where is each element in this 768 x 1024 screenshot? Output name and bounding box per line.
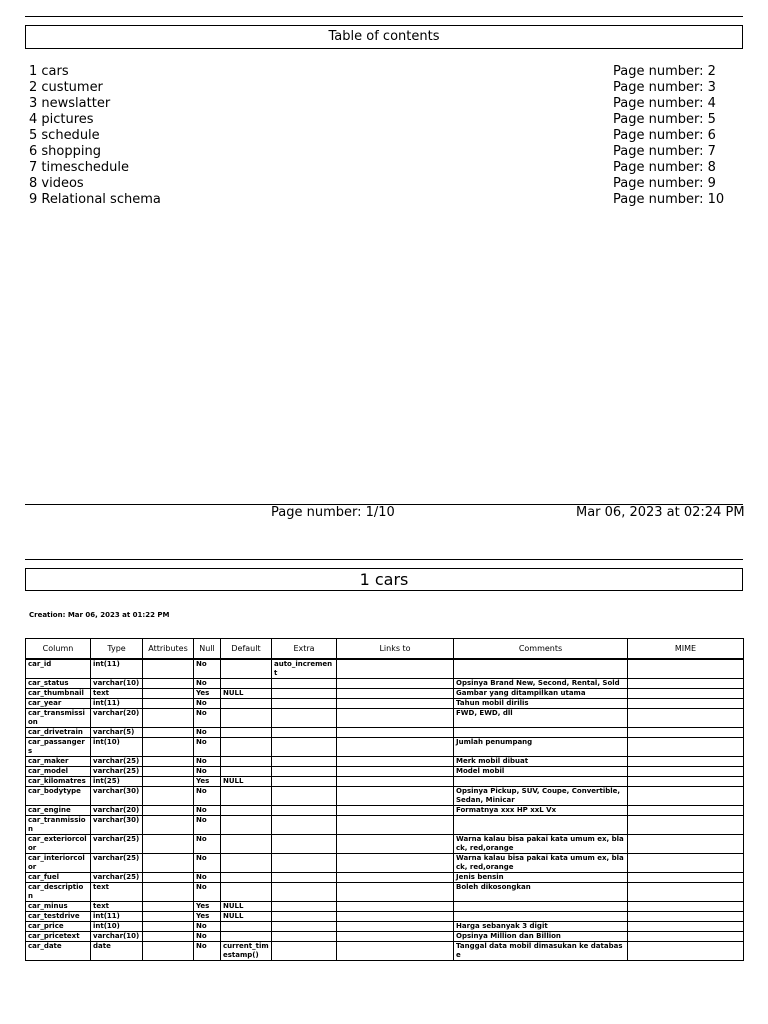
table-row	[26, 942, 744, 961]
table-cell	[337, 942, 454, 961]
table-cell	[628, 816, 744, 835]
table-cell	[143, 757, 194, 767]
table-cell: car_transmission	[26, 709, 91, 728]
table-cell	[628, 659, 744, 679]
table-cell: car_interiorcolor	[26, 854, 91, 873]
table-cell	[221, 738, 272, 757]
table-cell	[221, 767, 272, 777]
toc-item[interactable]	[29, 112, 729, 128]
toc-item[interactable]	[29, 144, 729, 160]
table-cell	[221, 699, 272, 709]
table-cell	[143, 767, 194, 777]
table-cell: Yes	[194, 912, 221, 922]
table-cell	[272, 883, 337, 902]
table-cell: auto_increment	[272, 659, 337, 679]
table-row	[26, 932, 744, 942]
table-cell	[272, 728, 337, 738]
table-cell: Merk mobil dibuat	[454, 757, 628, 767]
table-cell	[337, 757, 454, 767]
table-cell	[272, 806, 337, 816]
table-cell	[272, 689, 337, 699]
table-cell: Gambar yang ditampilkan utama	[454, 689, 628, 699]
table-cell	[337, 932, 454, 942]
table-cell: No	[194, 728, 221, 738]
table-cell	[337, 806, 454, 816]
table-cell: int(10)	[91, 922, 143, 932]
table-cell: No	[194, 835, 221, 854]
column-header: Column	[26, 639, 91, 660]
table-row	[26, 787, 744, 806]
table-cell	[628, 854, 744, 873]
toc-item[interactable]	[29, 176, 729, 192]
table-cell: car_kilomatres	[26, 777, 91, 787]
table-cell	[143, 942, 194, 961]
table-cell: varchar(20)	[91, 709, 143, 728]
table-cell: int(10)	[91, 738, 143, 757]
table-cell: int(25)	[91, 777, 143, 787]
table-cell	[143, 689, 194, 699]
table-cell: car_year	[26, 699, 91, 709]
table-cell: varchar(25)	[91, 873, 143, 883]
table-cell	[272, 942, 337, 961]
table-cell	[628, 689, 744, 699]
column-header: Type	[91, 639, 143, 660]
table-cell: No	[194, 679, 221, 689]
table-cell: car_pricetext	[26, 932, 91, 942]
table-cell: Model mobil	[454, 767, 628, 777]
table-cell: date	[91, 942, 143, 961]
table-row	[26, 816, 744, 835]
table-cell	[454, 728, 628, 738]
table-cell: No	[194, 922, 221, 932]
table-row	[26, 699, 744, 709]
table-cell: Harga sebanyak 3 digit	[454, 922, 628, 932]
table-cell	[143, 738, 194, 757]
table-cell	[143, 679, 194, 689]
table-cell	[628, 932, 744, 942]
table-cell: car_thumbnail	[26, 689, 91, 699]
table-cell	[221, 728, 272, 738]
table-cell	[337, 659, 454, 679]
table-row	[26, 902, 744, 912]
table-cell	[221, 787, 272, 806]
table-cell	[628, 699, 744, 709]
table-cell	[143, 728, 194, 738]
table-cell: text	[91, 883, 143, 902]
table-cell	[337, 854, 454, 873]
table-cell: text	[91, 689, 143, 699]
table-cell: NULL	[221, 912, 272, 922]
table-row	[26, 757, 744, 767]
page2-top-rule	[25, 559, 743, 560]
toc-item-page: Page number: 2	[613, 64, 716, 79]
table-row	[26, 679, 744, 689]
table-cell	[628, 835, 744, 854]
toc-item-page: Page number: 4	[613, 96, 716, 111]
table-row	[26, 922, 744, 932]
table-cell: No	[194, 806, 221, 816]
toc-item-name: 1 cars	[29, 64, 69, 79]
section-title: 1 cars	[25, 568, 743, 591]
table-cell: No	[194, 738, 221, 757]
table-cell	[628, 912, 744, 922]
table-cell	[221, 922, 272, 932]
table-cell	[143, 902, 194, 912]
table-cell: car_fuel	[26, 873, 91, 883]
column-header: Comments	[454, 639, 628, 660]
table-cell: No	[194, 932, 221, 942]
table-cell	[337, 883, 454, 902]
toc-item-page: Page number: 10	[613, 192, 725, 207]
toc-title: Table of contents	[25, 25, 743, 49]
table-cell: NULL	[221, 902, 272, 912]
table-cell: varchar(25)	[91, 835, 143, 854]
table-cell	[337, 912, 454, 922]
table-cell	[337, 835, 454, 854]
table-cell	[272, 932, 337, 942]
table-cell	[628, 806, 744, 816]
table-cell	[221, 757, 272, 767]
toc-item-page: Page number: 7	[613, 144, 716, 159]
table-cell: No	[194, 873, 221, 883]
column-header: MIME	[628, 639, 744, 660]
table-cell	[628, 902, 744, 912]
table-cell	[143, 659, 194, 679]
table-cell: No	[194, 757, 221, 767]
table-cell	[143, 709, 194, 728]
table-cell: varchar(10)	[91, 932, 143, 942]
table-row	[26, 883, 744, 902]
toc-item-name: 7 timeschedule	[29, 160, 130, 175]
table-cell	[221, 873, 272, 883]
table-cell: int(11)	[91, 912, 143, 922]
table-cell	[454, 777, 628, 787]
toc-item-name: 5 schedule	[29, 128, 100, 143]
table-row	[26, 806, 744, 816]
table-cell	[337, 728, 454, 738]
table-cell	[143, 922, 194, 932]
table-cell	[221, 816, 272, 835]
table-cell: No	[194, 942, 221, 961]
column-header: Extra	[272, 639, 337, 660]
table-cell	[272, 854, 337, 873]
table-cell	[628, 728, 744, 738]
toc-item-name: 3 newslatter	[29, 96, 111, 111]
table-cell: No	[194, 854, 221, 873]
table-cell: Jenis bensin	[454, 873, 628, 883]
footer-date: Mar 06, 2023 at 02:24 PM	[576, 505, 745, 520]
table-cell: Yes	[194, 902, 221, 912]
table-cell: varchar(25)	[91, 767, 143, 777]
table-cell	[143, 835, 194, 854]
table-cell: car_engine	[26, 806, 91, 816]
table-cell	[337, 777, 454, 787]
table-cell	[143, 854, 194, 873]
table-cell: varchar(30)	[91, 787, 143, 806]
table-cell	[143, 873, 194, 883]
column-header: Default	[221, 639, 272, 660]
table-cell	[143, 912, 194, 922]
table-cell: No	[194, 699, 221, 709]
table-cell	[272, 767, 337, 777]
toc-list	[29, 64, 729, 208]
table-cell: Formatnya xxx HP xxL Vx	[454, 806, 628, 816]
table-cell	[221, 883, 272, 902]
table-cell: No	[194, 659, 221, 679]
table-cell	[337, 902, 454, 912]
table-cell	[221, 659, 272, 679]
table-cell	[454, 902, 628, 912]
table-cell: int(11)	[91, 699, 143, 709]
table-cell: varchar(20)	[91, 806, 143, 816]
table-cell	[628, 883, 744, 902]
toc-item[interactable]	[29, 80, 729, 96]
table-cell	[221, 709, 272, 728]
table-cell: car_price	[26, 922, 91, 932]
table-cell	[628, 679, 744, 689]
toc-item-page: Page number: 6	[613, 128, 716, 143]
table-cell	[143, 883, 194, 902]
table-cell	[628, 942, 744, 961]
table-cell: Jumlah penumpang	[454, 738, 628, 757]
table-cell: FWD, EWD, dll	[454, 709, 628, 728]
table-cell	[143, 806, 194, 816]
table-cell: Tahun mobil dirilis	[454, 699, 628, 709]
toc-item[interactable]	[29, 160, 729, 176]
cars-schema-table	[25, 638, 744, 961]
table-cell: Warna kalau bisa pakai kata umum ex, black, red,orange	[454, 854, 628, 873]
table-cell	[628, 873, 744, 883]
table-cell	[143, 777, 194, 787]
table-cell	[272, 699, 337, 709]
table-row	[26, 854, 744, 873]
table-cell	[454, 816, 628, 835]
table-cell: Tanggal data mobil dimasukan ke database	[454, 942, 628, 961]
table-cell: varchar(25)	[91, 757, 143, 767]
column-header: Attributes	[143, 639, 194, 660]
table-cell: current_timestamp()	[221, 942, 272, 961]
table-cell	[628, 922, 744, 932]
table-cell: NULL	[221, 777, 272, 787]
table-cell	[628, 777, 744, 787]
table-cell	[337, 816, 454, 835]
table-row	[26, 728, 744, 738]
table-header-row	[26, 639, 744, 660]
table-cell: car_tranmission	[26, 816, 91, 835]
table-row	[26, 835, 744, 854]
table-cell	[272, 922, 337, 932]
table-cell	[272, 738, 337, 757]
table-row	[26, 777, 744, 787]
table-cell: Yes	[194, 777, 221, 787]
table-cell: No	[194, 767, 221, 777]
creation-date: Creation: Mar 06, 2023 at 01:22 PM	[29, 611, 170, 619]
table-cell: car_model	[26, 767, 91, 777]
table-cell	[628, 787, 744, 806]
table-cell: Opsinya Million dan Billion	[454, 932, 628, 942]
table-cell: car_exteriorcolor	[26, 835, 91, 854]
toc-item-page: Page number: 3	[613, 80, 716, 95]
table-cell	[454, 912, 628, 922]
table-cell	[272, 709, 337, 728]
table-cell	[272, 902, 337, 912]
table-cell: car_minus	[26, 902, 91, 912]
table-cell	[272, 777, 337, 787]
toc-item[interactable]	[29, 64, 729, 80]
table-row	[26, 738, 744, 757]
table-cell: Opsinya Pickup, SUV, Coupe, Convertible, Sedan, Minicar	[454, 787, 628, 806]
table-cell	[628, 757, 744, 767]
table-cell	[272, 873, 337, 883]
toc-item-page: Page number: 5	[613, 112, 716, 127]
table-cell	[143, 699, 194, 709]
table-cell	[272, 679, 337, 689]
table-cell: varchar(30)	[91, 816, 143, 835]
table-row	[26, 873, 744, 883]
table-row	[26, 767, 744, 777]
table-cell	[337, 922, 454, 932]
toc-item-name: 8 videos	[29, 176, 84, 191]
table-row	[26, 659, 744, 679]
table-cell	[272, 757, 337, 767]
table-cell	[337, 689, 454, 699]
table-cell	[272, 835, 337, 854]
table-cell: car_passangers	[26, 738, 91, 757]
table-cell: NULL	[221, 689, 272, 699]
toc-item[interactable]	[29, 128, 729, 144]
table-cell	[143, 787, 194, 806]
top-rule	[25, 16, 743, 17]
toc-item-page: Page number: 8	[613, 160, 716, 175]
table-cell: No	[194, 787, 221, 806]
table-cell: car_drivetrain	[26, 728, 91, 738]
table-cell	[221, 932, 272, 942]
table-cell	[628, 767, 744, 777]
table-cell	[272, 816, 337, 835]
table-cell	[337, 709, 454, 728]
table-cell: Warna kalau bisa pakai kata umum ex, black, red,orange	[454, 835, 628, 854]
toc-item-name: 2 custumer	[29, 80, 103, 95]
table-cell: text	[91, 902, 143, 912]
table-cell	[143, 932, 194, 942]
table-cell: car_date	[26, 942, 91, 961]
table-cell: car_description	[26, 883, 91, 902]
toc-item[interactable]	[29, 96, 729, 112]
table-cell	[221, 854, 272, 873]
table-cell: varchar(10)	[91, 679, 143, 689]
footer-page-number: Page number: 1/10	[271, 505, 395, 520]
table-cell	[272, 787, 337, 806]
table-cell	[337, 767, 454, 777]
table-cell	[221, 679, 272, 689]
table-cell	[221, 806, 272, 816]
table-cell: car_id	[26, 659, 91, 679]
table-cell: Opsinya Brand New, Second, Rental, Sold	[454, 679, 628, 689]
table-cell	[454, 659, 628, 679]
table-cell	[628, 709, 744, 728]
table-cell: car_testdrive	[26, 912, 91, 922]
table-cell	[337, 679, 454, 689]
table-row	[26, 912, 744, 922]
table-row	[26, 709, 744, 728]
table-cell: car_maker	[26, 757, 91, 767]
table-cell: No	[194, 883, 221, 902]
table-cell	[337, 738, 454, 757]
table-cell: Boleh dikosongkan	[454, 883, 628, 902]
table-cell: Yes	[194, 689, 221, 699]
table-cell: car_bodytype	[26, 787, 91, 806]
toc-item-name: 9 Relational schema	[29, 192, 161, 207]
table-row	[26, 689, 744, 699]
table-cell	[337, 787, 454, 806]
toc-item[interactable]	[29, 192, 729, 208]
column-header: Links to	[337, 639, 454, 660]
table-body	[26, 659, 744, 961]
table-cell	[337, 873, 454, 883]
table-cell	[143, 816, 194, 835]
toc-item-name: 6 shopping	[29, 144, 101, 159]
table-cell: varchar(5)	[91, 728, 143, 738]
table-cell	[337, 699, 454, 709]
table-cell: No	[194, 816, 221, 835]
table-cell	[272, 912, 337, 922]
toc-item-page: Page number: 9	[613, 176, 716, 191]
table-cell	[221, 835, 272, 854]
table-cell: No	[194, 709, 221, 728]
table-cell: varchar(25)	[91, 854, 143, 873]
toc-item-name: 4 pictures	[29, 112, 94, 127]
table-cell: int(11)	[91, 659, 143, 679]
table-cell: car_status	[26, 679, 91, 689]
table-cell	[628, 738, 744, 757]
column-header: Null	[194, 639, 221, 660]
